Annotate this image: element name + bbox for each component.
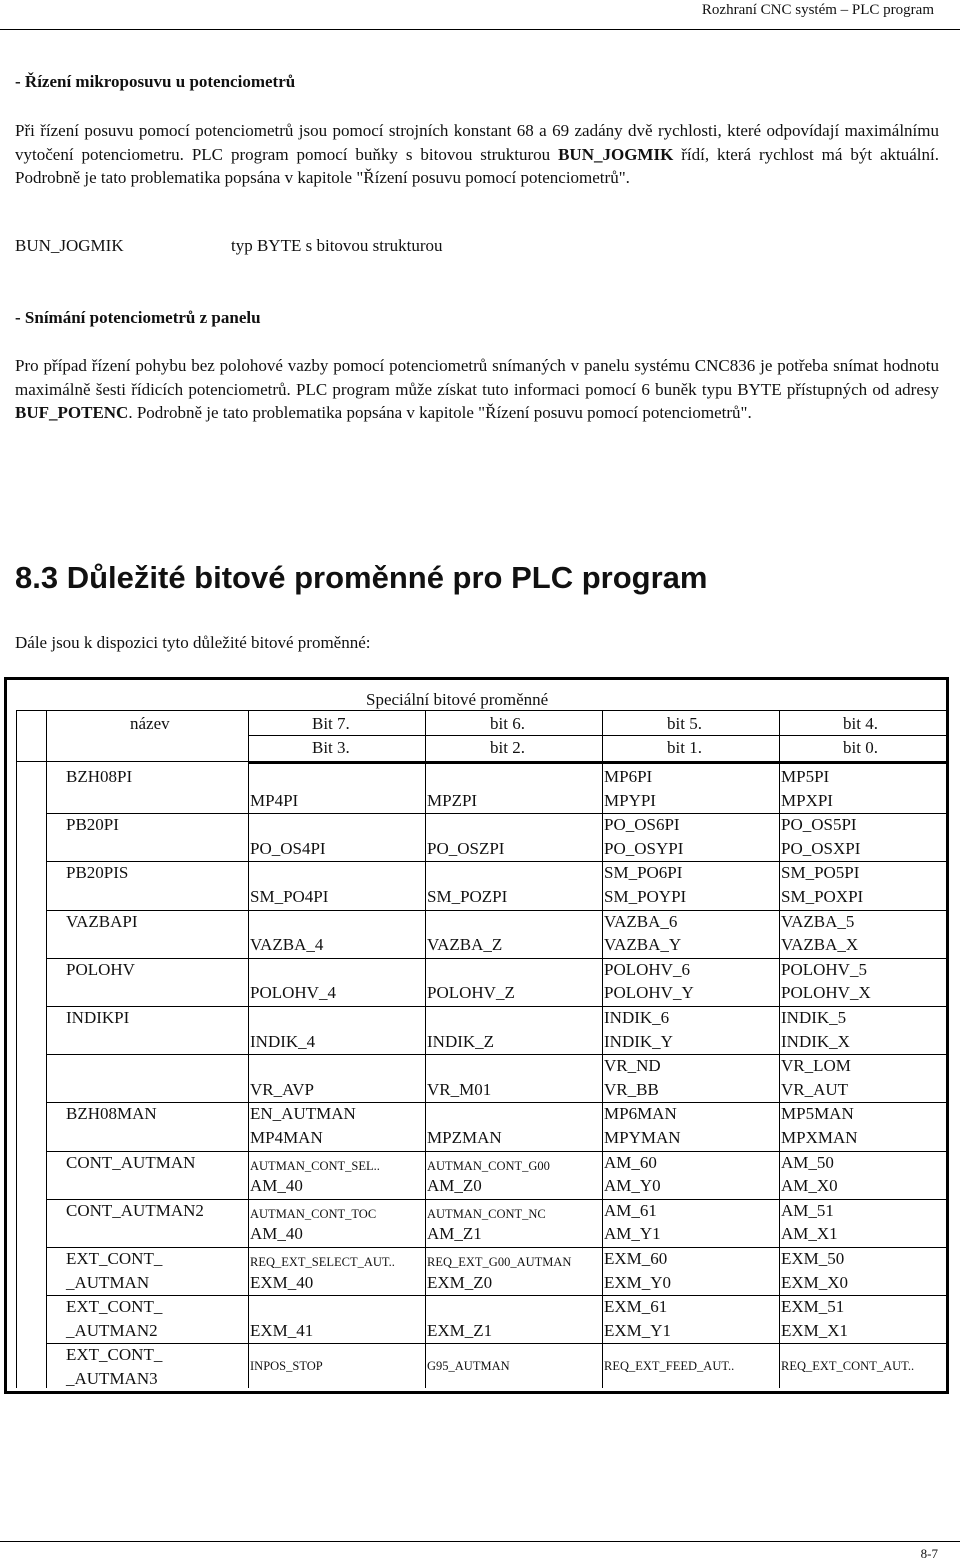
bit-variable: VAZBA_4	[250, 935, 324, 955]
bit-variable: AM_Z1	[427, 1224, 482, 1244]
para1-run-1: BUN_JOGMIK	[558, 144, 674, 164]
grid-line	[602, 710, 603, 1388]
header-rule	[0, 29, 960, 30]
bit-variable: SM_POYPI	[604, 886, 687, 906]
bit-variable: POLOHV_4	[250, 983, 336, 1003]
bit-variable: SM_PO5PI	[781, 863, 860, 883]
bit-variable: AM_50	[781, 1152, 834, 1172]
bit-variable: EXM_Y1	[604, 1320, 672, 1340]
row-name: CONT_AUTMAN	[66, 1152, 196, 1172]
bit-variable: SM_PO6PI	[604, 863, 683, 883]
row-name: _AUTMAN	[66, 1272, 150, 1292]
definition-name: BUN_JOGMIK	[15, 236, 124, 255]
bit-variable: VAZBA_5	[781, 911, 855, 931]
bit-variable: G95_AUTMAN	[427, 1359, 510, 1374]
bit-variable: VR_AVP	[250, 1079, 314, 1099]
bit-variable: EN_AUTMAN	[250, 1104, 356, 1124]
bit-variable: EXM_50	[781, 1249, 845, 1268]
bit-variable: MPYPI	[604, 790, 656, 810]
bit-variable: AUTMAN_CONT_SEL..	[250, 1158, 380, 1173]
para2-run-2: . Podrobně je tato problematika popsána v kapitole "Řízení posuvu pomocí potenciometrů".	[128, 403, 752, 422]
grid-line	[248, 710, 249, 1388]
bit-variable: VR_ND	[604, 1056, 661, 1076]
bit-variable: EXM_Z0	[427, 1272, 493, 1292]
para1-run-2: řídí, která rychlost má být aktuální. Podrobně je tato problematika popsána v kapitole "Řízení posuvu pomocí potenciometrů".	[15, 144, 940, 187]
bit-variable: EXM_Y0	[604, 1272, 672, 1292]
bit-variable: AM_X1	[781, 1224, 838, 1244]
bit-variable: POLOHV_Y	[604, 983, 694, 1003]
bit-variable: REQ_EXT_G00_AUTMAN	[427, 1255, 572, 1269]
bit-variable: PO_OSZPI	[427, 838, 505, 858]
definition-type: typ BYTE s bitovou strukturou	[231, 236, 443, 255]
bit-variable: VAZBA_Y	[604, 935, 682, 955]
bit-variable: SM_POXPI	[781, 886, 864, 906]
grid-line	[16, 761, 248, 762]
bit-variable: POLOHV_Z	[427, 983, 515, 1003]
row-name: POLOHV	[66, 959, 135, 979]
bit-variable: EXM_X0	[781, 1272, 849, 1292]
bit-variable: PO_OS5PI	[781, 815, 857, 835]
grid-line	[46, 1343, 947, 1344]
bit-variable: INDIK_5	[781, 1008, 847, 1027]
bit-variable: MPZMAN	[427, 1127, 502, 1147]
bit-variable: REQ_EXT_CONT_AUT..	[781, 1359, 915, 1374]
grid-line	[248, 735, 947, 736]
row-name: INDIKPI	[66, 1008, 130, 1027]
row-name: PB20PIS	[66, 863, 129, 883]
bit-variable: PO_OSYPI	[604, 838, 684, 858]
bit-variable: AUTMAN_CONT_TOC	[250, 1206, 377, 1221]
bit-variable: MPZPI	[427, 790, 478, 810]
bit-variable: EXM_41	[250, 1320, 314, 1340]
bit-variable: POLOHV_6	[604, 959, 690, 979]
bit-variable: EXM_51	[781, 1297, 845, 1317]
bit-variable: POLOHV_X	[781, 983, 871, 1003]
bit-variable: EXM_61	[604, 1297, 668, 1317]
bit-variable: INPOS_STOP	[250, 1359, 323, 1374]
paragraph-micro-feed	[15, 119, 939, 190]
bit-variable: AM_Y1	[604, 1224, 661, 1244]
row-name: BZH08MAN	[66, 1104, 157, 1124]
bit-variable: VAZBA_Z	[427, 935, 503, 955]
bit-variable: EXM_X1	[781, 1320, 849, 1340]
bit-variable: MP4MAN	[250, 1127, 323, 1147]
special-bit-variables-table	[4, 677, 949, 1394]
bit-variable: AM_40	[250, 1224, 303, 1244]
section-heading-potentiometer-scan: - Snímání potenciometrů z panelu	[15, 308, 261, 327]
running-header: Rozhraní CNC systém – PLC program	[701, 2, 934, 18]
bit-variable: EXM_Z1	[427, 1320, 493, 1340]
bit-variable: REQ_EXT_FEED_AUT..	[604, 1359, 735, 1374]
bit-variable: INDIK_4	[250, 1031, 316, 1051]
bit-variable: MP6PI	[604, 767, 653, 786]
header-cell-3: bit 5.	[667, 714, 702, 733]
bit-variable: MP5PI	[781, 767, 830, 786]
header-bit-cell-2: bit 1.	[667, 738, 702, 757]
bit-variable: PO_OSXPI	[781, 838, 861, 858]
bit-variable: SM_PO4PI	[250, 886, 329, 906]
row-name: CONT_AUTMAN2	[66, 1200, 204, 1220]
bit-variable: VR_AUT	[781, 1079, 849, 1099]
bit-variable: AM_Y0	[604, 1176, 661, 1196]
bit-variable: INDIK_Z	[427, 1031, 495, 1051]
bit-variable: EXM_60	[604, 1249, 668, 1268]
footer-rule	[0, 1541, 960, 1542]
row-name: EXT_CONT_	[66, 1345, 163, 1365]
page-number: 8-7	[920, 1546, 938, 1561]
para1-run-0: Při řízení posuvu pomocí potenciometrů jsou pomocí strojních konstant 68 a 69 zadány dvě rychlosti, které odpovídají maximálnímu vytočení potenciometru. PLC program pomocí buňky s bitovou strukturou	[15, 121, 939, 164]
bit-variable: VR_LOM	[781, 1056, 851, 1076]
grid-line	[248, 761, 947, 764]
bit-variable: VAZBA_6	[604, 911, 678, 931]
row-name: EXT_CONT_	[66, 1297, 163, 1317]
bit-variable: INDIK_X	[781, 1031, 850, 1051]
bit-variable: VR_BB	[604, 1079, 659, 1099]
bit-variable: MP6MAN	[604, 1104, 677, 1124]
grid-line	[46, 1392, 947, 1393]
table-caption: Speciální bitové proměnné	[366, 690, 549, 709]
header-bit-cell-0: Bit 3.	[312, 738, 350, 757]
bit-variable: AM_40	[250, 1176, 303, 1196]
bit-variable: VAZBA_X	[781, 935, 859, 955]
paragraph-potentiometer-scan	[15, 354, 939, 425]
header-cell-2: bit 6.	[490, 714, 525, 733]
bit-variable: POLOHV_5	[781, 959, 867, 979]
bit-variable: AUTMAN_CONT_G00	[427, 1158, 550, 1173]
bit-variable: SM_POZPI	[427, 886, 508, 906]
bit-variable: PO_OS6PI	[604, 815, 680, 835]
row-name: _AUTMAN2	[66, 1320, 158, 1340]
bit-variable: AUTMAN_CONT_NC	[427, 1206, 546, 1221]
grid-line	[16, 710, 17, 1388]
row-name: VAZBAPI	[66, 911, 138, 931]
para2-run-1: BUF_POTENC	[15, 403, 129, 422]
grid-line	[779, 710, 780, 1388]
bit-variable: AM_51	[781, 1200, 834, 1220]
bit-variable: MPXPI	[781, 790, 833, 810]
row-name: EXT_CONT_	[66, 1249, 163, 1268]
row-name: PB20PI	[66, 815, 119, 835]
bit-variable: MP5MAN	[781, 1104, 854, 1124]
grid-line	[46, 710, 47, 1388]
header-cell-0: název	[130, 714, 170, 733]
bit-variable: AM_X0	[781, 1176, 838, 1196]
row-name: BZH08PI	[66, 767, 133, 786]
grid-line	[425, 710, 426, 1388]
header-cell-4: bit 4.	[843, 714, 878, 733]
bit-variable: VR_M01	[427, 1079, 492, 1099]
header-cell-1: Bit 7.	[312, 714, 350, 733]
para2-run-0: Pro případ řízení pohybu bez polohové vazby pomocí potenciometrů snímaných v panelu systému CNC836 je potřeba snímat hodnotu maximálně šesti řídicích potenciometrů. PLC program může získat tuto informaci pomocí 6 buněk typu BYTE přístupných od adresy	[15, 356, 939, 399]
bit-variable: MPYMAN	[604, 1127, 681, 1147]
bit-variable: MP4PI	[250, 790, 299, 810]
header-bit-cell-3: bit 0.	[843, 738, 878, 757]
intro-text: Dále jsou k dispozici tyto důležité bitové proměnné:	[15, 633, 371, 652]
chapter-title: 8.3 Důležité bitové proměnné pro PLC program	[15, 560, 708, 595]
header-bit-cell-1: bit 2.	[490, 738, 525, 757]
bit-variable: AM_60	[604, 1152, 657, 1172]
bit-variable: AM_Z0	[427, 1176, 482, 1196]
bit-variable: EXM_40	[250, 1272, 314, 1292]
grid-line	[16, 710, 947, 711]
grid-line	[946, 710, 947, 1388]
bit-variable: MPXMAN	[781, 1127, 858, 1147]
bit-variable: AM_61	[604, 1200, 657, 1220]
row-name: _AUTMAN3	[66, 1368, 158, 1388]
section-heading-micro-feed: - Řízení mikroposuvu u potenciometrů	[15, 72, 296, 91]
bit-variable: PO_OS4PI	[250, 838, 326, 858]
bit-variable: INDIK_Y	[604, 1031, 673, 1051]
bit-variable: REQ_EXT_SELECT_AUT..	[250, 1255, 395, 1269]
bit-variable: INDIK_6	[604, 1008, 670, 1027]
